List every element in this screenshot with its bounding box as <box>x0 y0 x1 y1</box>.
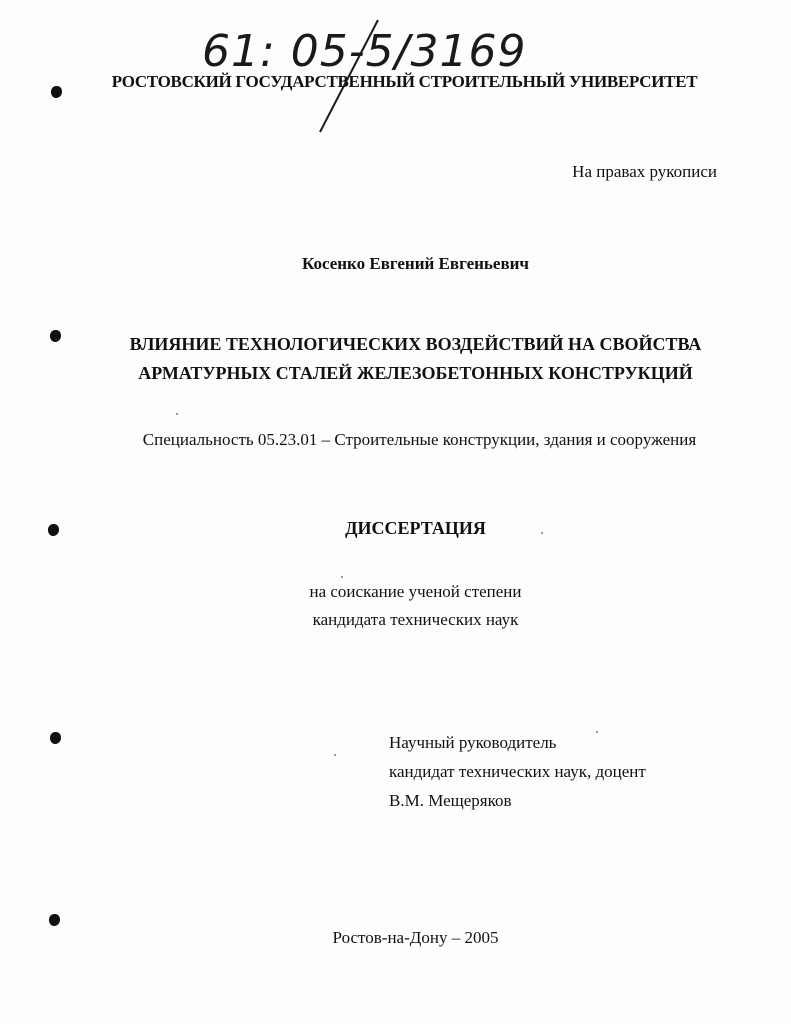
specialty-line: Специальность 05.23.01 – Строительные конструкции, здания и сооружения <box>142 430 697 449</box>
degree-line-2: кандидата технических наук <box>312 610 519 629</box>
advisor-role: Научный руководитель <box>389 733 557 752</box>
city-and-year: Ростов-на-Дону – 2005 <box>332 928 499 947</box>
rights-note: На правах рукописи <box>572 162 717 181</box>
university-name: РОСТОВСКИЙ ГОСУДАРСТВЕННЫЙ СТРОИТЕЛЬНЫЙ УНИВЕРСИТЕТ <box>111 72 698 91</box>
advisor-name: В.М. Мещеряков <box>389 791 512 810</box>
degree-description <box>0 578 791 634</box>
scan-speck <box>596 731 598 733</box>
punch-hole-mark <box>51 86 62 98</box>
scan-speck <box>334 754 336 756</box>
scan-speck <box>341 576 343 578</box>
title-line-2: АРМАТУРНЫХ СТАЛЕЙ ЖЕЛЕЗОБЕТОННЫХ КОНСТРУКЦИЙ <box>138 363 693 383</box>
punch-hole-mark <box>50 732 61 744</box>
scientific-advisor-block <box>389 728 646 815</box>
dissertation-title <box>0 330 791 388</box>
author-name: Косенко Евгений Евгеньевич <box>301 254 530 273</box>
punch-hole-mark <box>49 914 60 926</box>
scan-speck <box>541 532 543 534</box>
handwritten-catalog-text: 61: 05-5/3169 <box>202 26 527 77</box>
title-line-1: ВЛИЯНИЕ ТЕХНОЛОГИЧЕСКИХ ВОЗДЕЙСТВИЙ НА СВОЙСТВА <box>129 334 702 354</box>
scan-speck <box>176 413 178 415</box>
advisor-credentials: кандидат технических наук, доцент <box>389 762 646 781</box>
document-type: ДИССЕРТАЦИЯ <box>345 518 486 538</box>
degree-line-1: на соискание ученой степени <box>309 582 522 601</box>
